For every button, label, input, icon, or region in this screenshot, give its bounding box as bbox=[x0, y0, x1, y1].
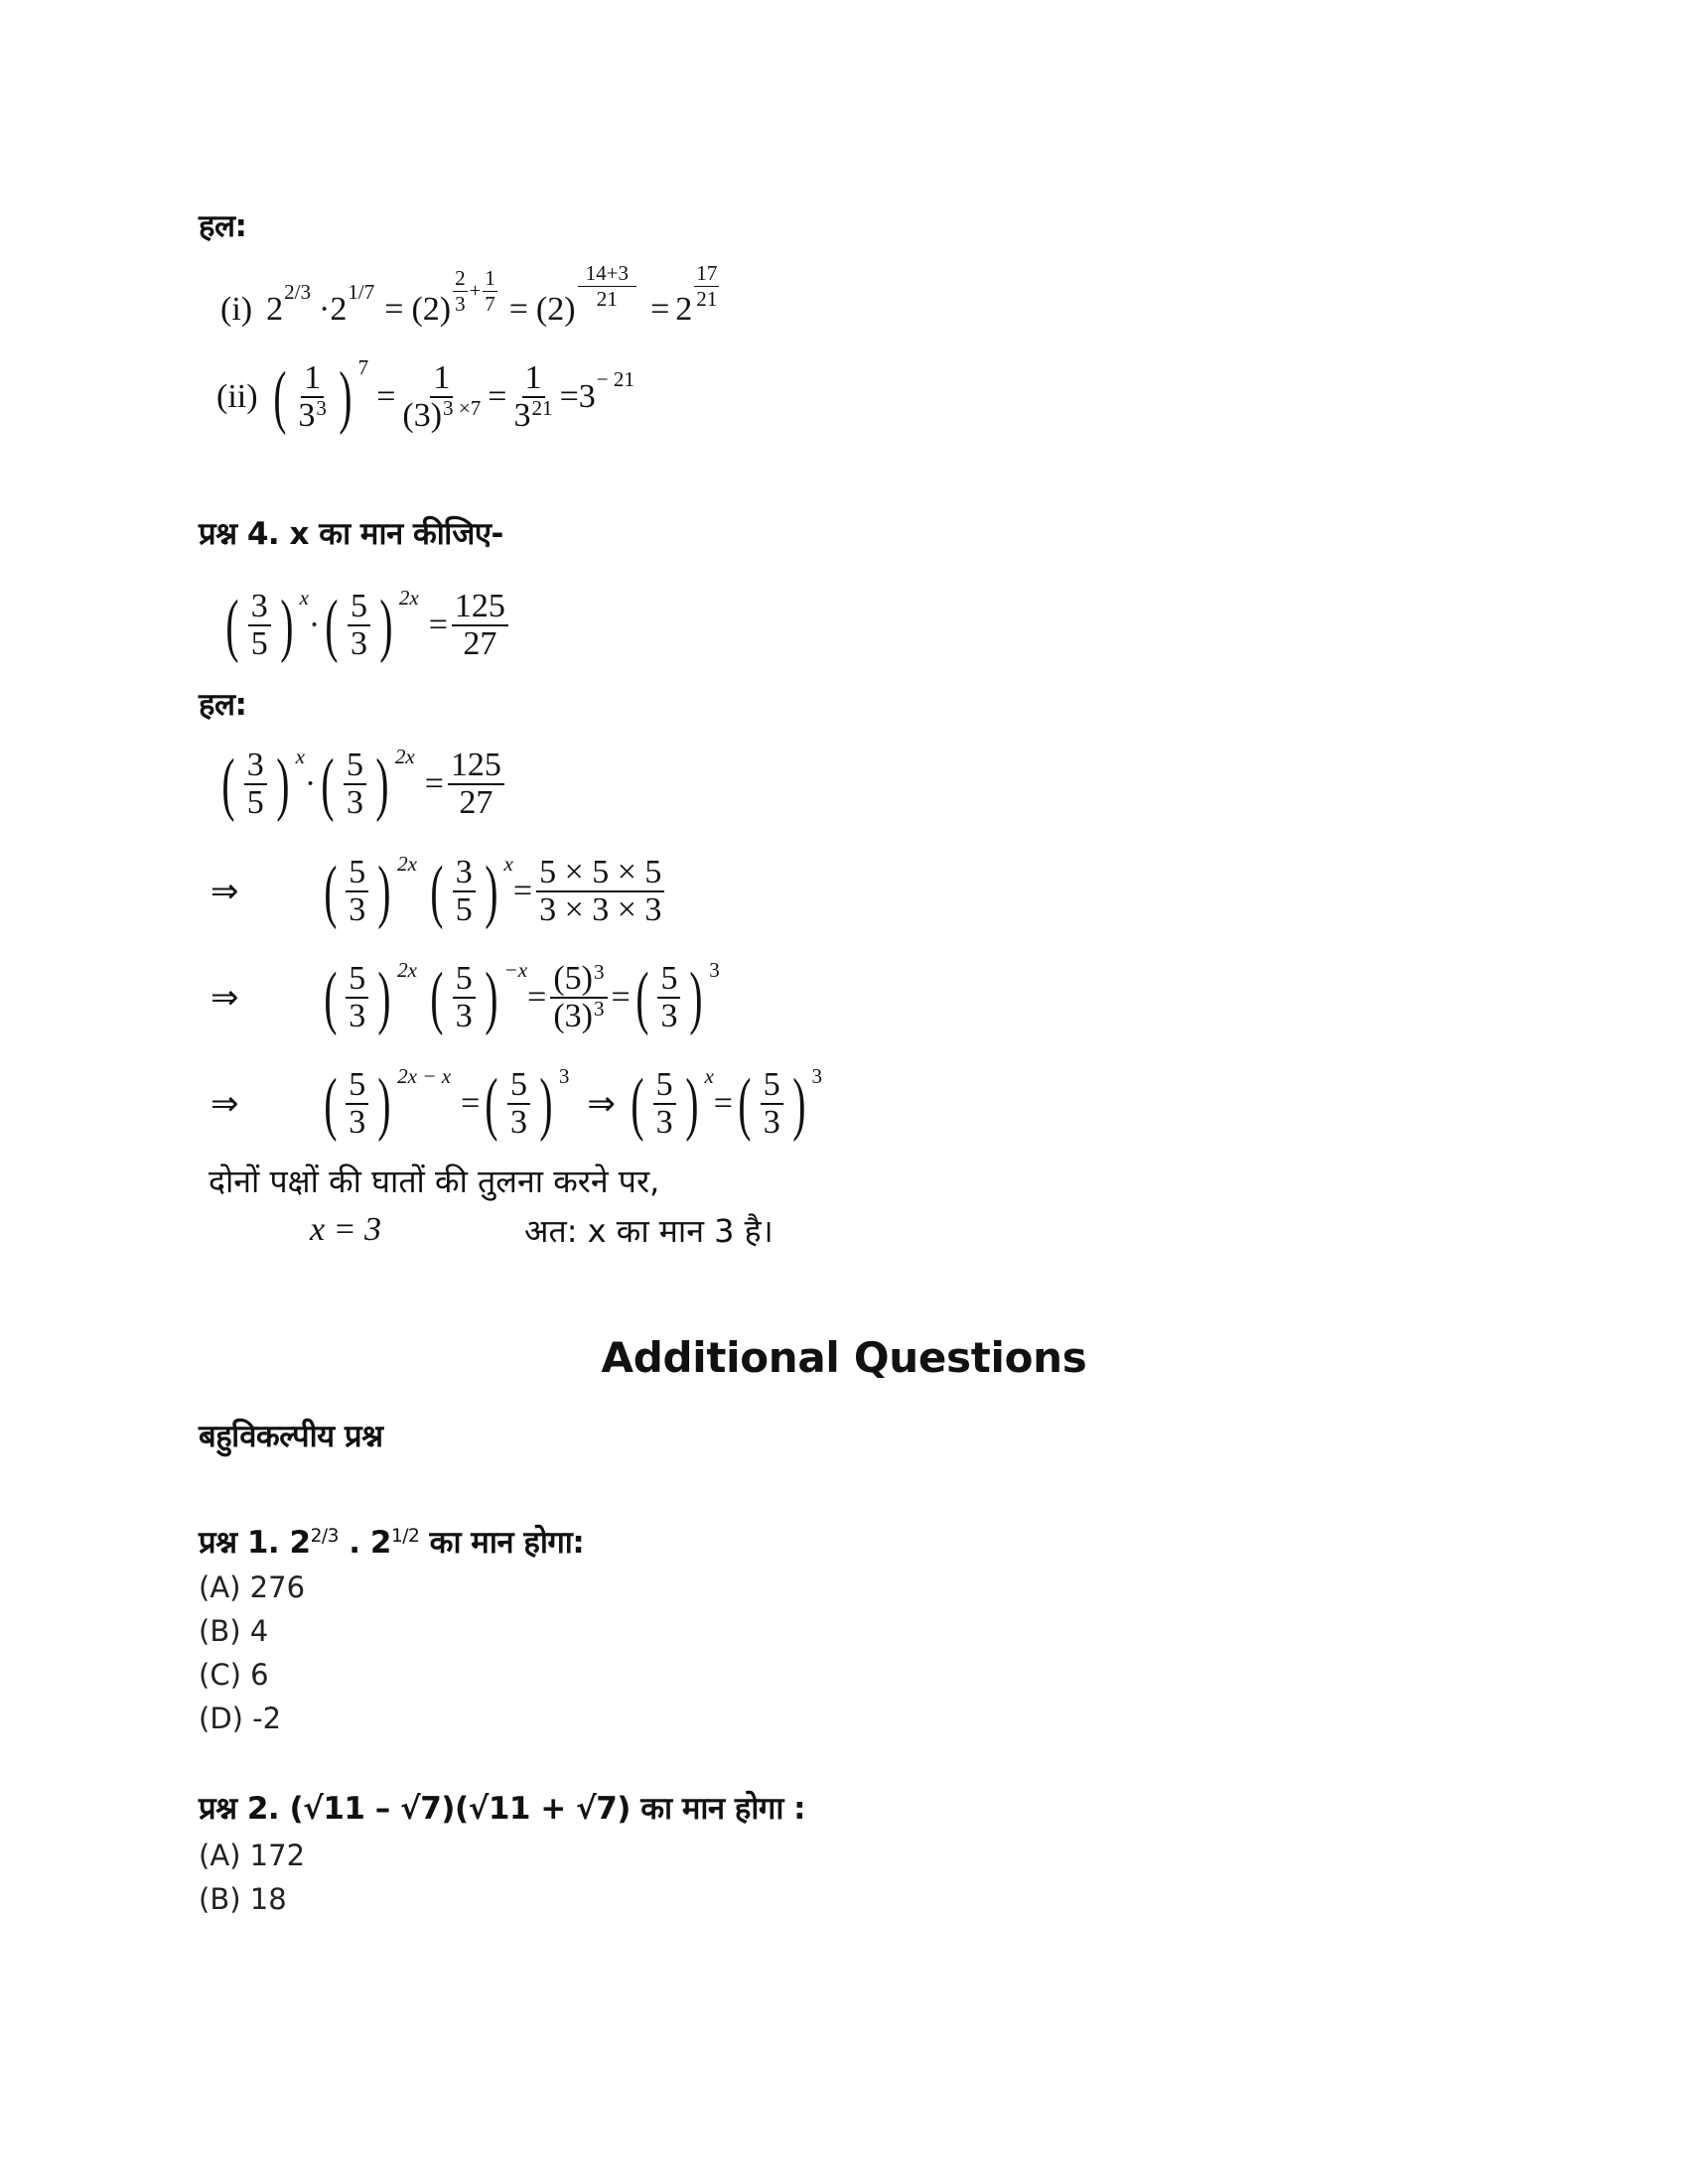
mcq-option: (A) 172 bbox=[199, 1839, 306, 1872]
solution-label-q4: हल: bbox=[199, 687, 247, 723]
mcq-option: (D) -2 bbox=[199, 1702, 282, 1735]
mcq-question-2: प्रश्न 2. (√11 – √7)(√11 + √7) का मान होगा : bbox=[199, 1791, 806, 1827]
solution-step-3: ⇒ ( $\frac{5}{3}$ ) 2x − x = ( $\frac{5}{3}$ ) 3 ⇒ ( $\frac{5}{3}$ ) x = ( $\frac{5}{3}$ ) 3 bbox=[211, 1064, 823, 1144]
solution-step-1: ⇒ ( $\frac{5}{3}$ ) 2x ( $\frac{3}{5}$ ) x = $\frac{5 \times 5 \times 5}{3 \times 3 \times 3}$ bbox=[211, 842, 668, 941]
part-label: (ii) bbox=[216, 378, 258, 415]
mcq-option: (B) 18 bbox=[199, 1882, 287, 1916]
section-heading: Additional Questions bbox=[601, 1333, 1087, 1382]
result-equation: x = 3 bbox=[310, 1211, 382, 1248]
implies-icon: ⇒ bbox=[211, 1084, 239, 1124]
question-4-title: प्रश्न 4. x का मान कीजिए- bbox=[199, 516, 503, 552]
solution-step-2: ⇒ ( $\frac{5}{3}$ ) 2x ( $\frac{5}{3}$ ) −x = $\frac{(5)^3}{(3)^3}$ = ( $\frac{5}{3}$ ) 3 bbox=[211, 958, 720, 1037]
implies-icon: ⇒ bbox=[211, 872, 239, 911]
solution-part-ii: (ii) ( $\frac{1}{3^3}$ ) 7 = $\frac{1}{(3)^{3 \times 7}}$ = $\frac{1}{3^{21}}$ = 3 − 21 bbox=[216, 355, 634, 437]
comparison-text: दोनों पक्षों की घातों की तुलना करने पर, bbox=[209, 1162, 660, 1200]
mcq-question-1: प्रश्न 1. $2^{2/3}$ . $2^{1/2}$ का मान होगा: bbox=[199, 1525, 585, 1561]
mcq-option: (A) 276 bbox=[199, 1570, 306, 1604]
part-label: (i) bbox=[220, 291, 253, 328]
section-subheading: बहुविकल्पीय प्रश्न bbox=[199, 1419, 383, 1454]
question-4-equation: ( $\frac{3}{5}$ ) x · ( $\frac{5}{3}$ ) 2x = $\frac{125}{27}$ bbox=[220, 576, 512, 675]
mcq-option: (C) 6 bbox=[199, 1658, 269, 1692]
implies-icon: ⇒ bbox=[587, 1084, 616, 1124]
implies-icon: ⇒ bbox=[211, 978, 239, 1018]
solution-q4-restated: ( $\frac{3}{5}$ ) x · ( $\frac{5}{3}$ ) 2x = $\frac{125}{27}$ bbox=[216, 735, 508, 834]
conclusion-text: अत: x का मान 3 है। bbox=[524, 1212, 774, 1250]
solution-label: हल: bbox=[199, 208, 247, 244]
mcq-option: (B) 4 bbox=[199, 1614, 269, 1648]
solution-part-i: (i) 2 2/3 · 2 1/7 = (2) 2 3 + $\frac{1}{7}$ = (2) 14+3 21 = 2 17 21 bbox=[220, 261, 718, 328]
